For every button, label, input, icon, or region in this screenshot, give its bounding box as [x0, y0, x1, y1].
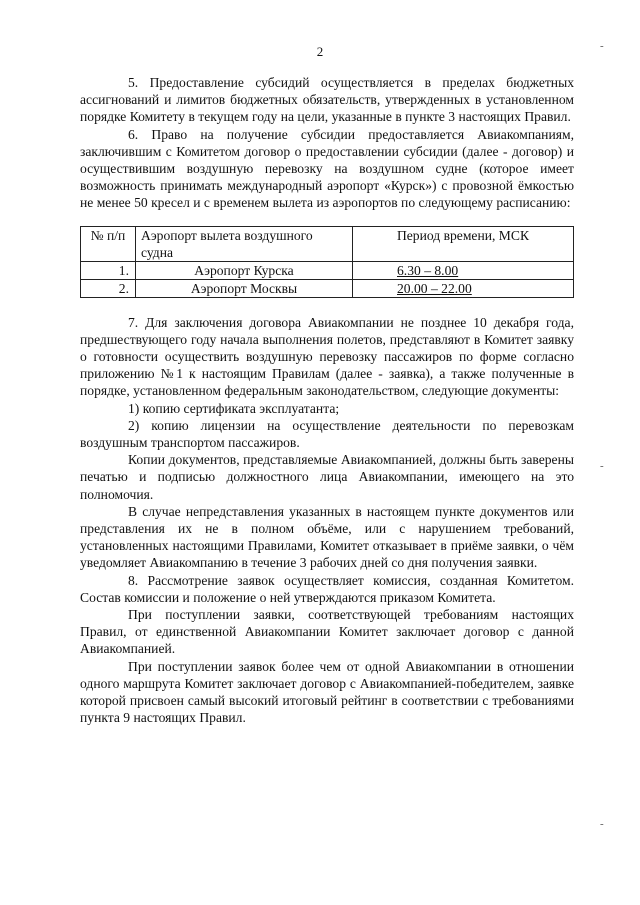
paragraph-7: 7. Для заключения договора Авиакомпании не позднее 10 декабря года, предшествующего году начала выполнения полетов, представляют в Комитет заявку о готовности осуществить воздушную перевозку пассажиров по форме согласно приложению №1 к настоящим Правилам (далее - заявка), а также полученные в порядке, установленном федеральным законодательством, следующие документы: [80, 314, 574, 399]
paragraph-copies: Копии документов, представляемые Авиакомпанией, должны быть заверены печатью и подписью должностного лица Авиакомпании, имеющего на это полномочия. [80, 452, 574, 502]
paragraph-multiple-applicants: При поступлении заявок более чем от одной Авиакомпании в отношении одного маршрута Комитет заключает договор с Авиакомпанией-победителем, заявке которой присвоен самый высокий итоговый рейтинг в соответствии с требованиями пункта 9 настоящих Правил. [80, 658, 574, 726]
paragraph-single-applicant: При поступлении заявки, соответствующей требованиям настоящих Правил, от единственной Авиакомпании Комитет заключает договор с данной Авиакомпанией. [80, 607, 574, 657]
row-airport: Аэропорт Курска [136, 261, 353, 279]
scan-mark: - [600, 460, 604, 472]
list-item-1: 1) копию сертификата эксплуатанта; [128, 400, 340, 416]
row-period: 6.30 – 8.00 [353, 261, 574, 279]
schedule-table [80, 226, 574, 298]
table-header-row [81, 226, 574, 261]
row-period: 20.00 – 22.00 [353, 279, 574, 297]
row-airport: Аэропорт Москвы [136, 279, 353, 297]
scan-mark: - [600, 40, 604, 52]
table-row [81, 261, 574, 279]
table-row [81, 279, 574, 297]
paragraph-5: 5. Предоставление субсидий осуществляется в пределах бюджетных ассигнований и лимитов бюджетных обязательств, утвержденных в установленном порядке Комитету в текущем году на цели, указанные в пункте 3 настоящих Правил. [80, 75, 574, 125]
header-airport: Аэропорт вылета воздушного судна [136, 226, 353, 261]
header-number: № п/п [81, 226, 136, 261]
paragraph-6: 6. Право на получение субсидии предоставляется Авиакомпаниям, заключившим с Комитетом договор о предоставлении субсидии (далее - договор) и осуществившим воздушную перевозку на воздушном судне (которое имеет возможность принимать международный аэропорт «Курск») с провозной ёмкостью не менее 50 кресел и с временем вылета из аэропортов по следующему расписанию: [80, 126, 574, 211]
row-number: 1. [81, 261, 136, 279]
document-body [80, 74, 574, 727]
paragraph-refusal: В случае непредставления указанных в настоящем пункте документов или представления их не в полном объёме, или с нарушением требований, установленных настоящими Правилами, Комитет отказывает в приёме заявки, о чём уведомляет Авиакомпанию в течение 3 рабочих дней со дня получения заявки. [80, 503, 574, 571]
row-number: 2. [81, 279, 136, 297]
scan-mark: - [600, 818, 604, 830]
list-item-2: 2) копию лицензии на осуществление деятельности по перевозкам воздушным транспортом пассажиров. [80, 417, 574, 451]
header-period: Период времени, МСК [353, 226, 574, 261]
paragraph-8: 8. Рассмотрение заявок осуществляет комиссия, созданная Комитетом. Состав комиссии и положение о ней утверждаются приказом Комитета. [80, 572, 574, 605]
page-number: 2 [316, 44, 324, 59]
